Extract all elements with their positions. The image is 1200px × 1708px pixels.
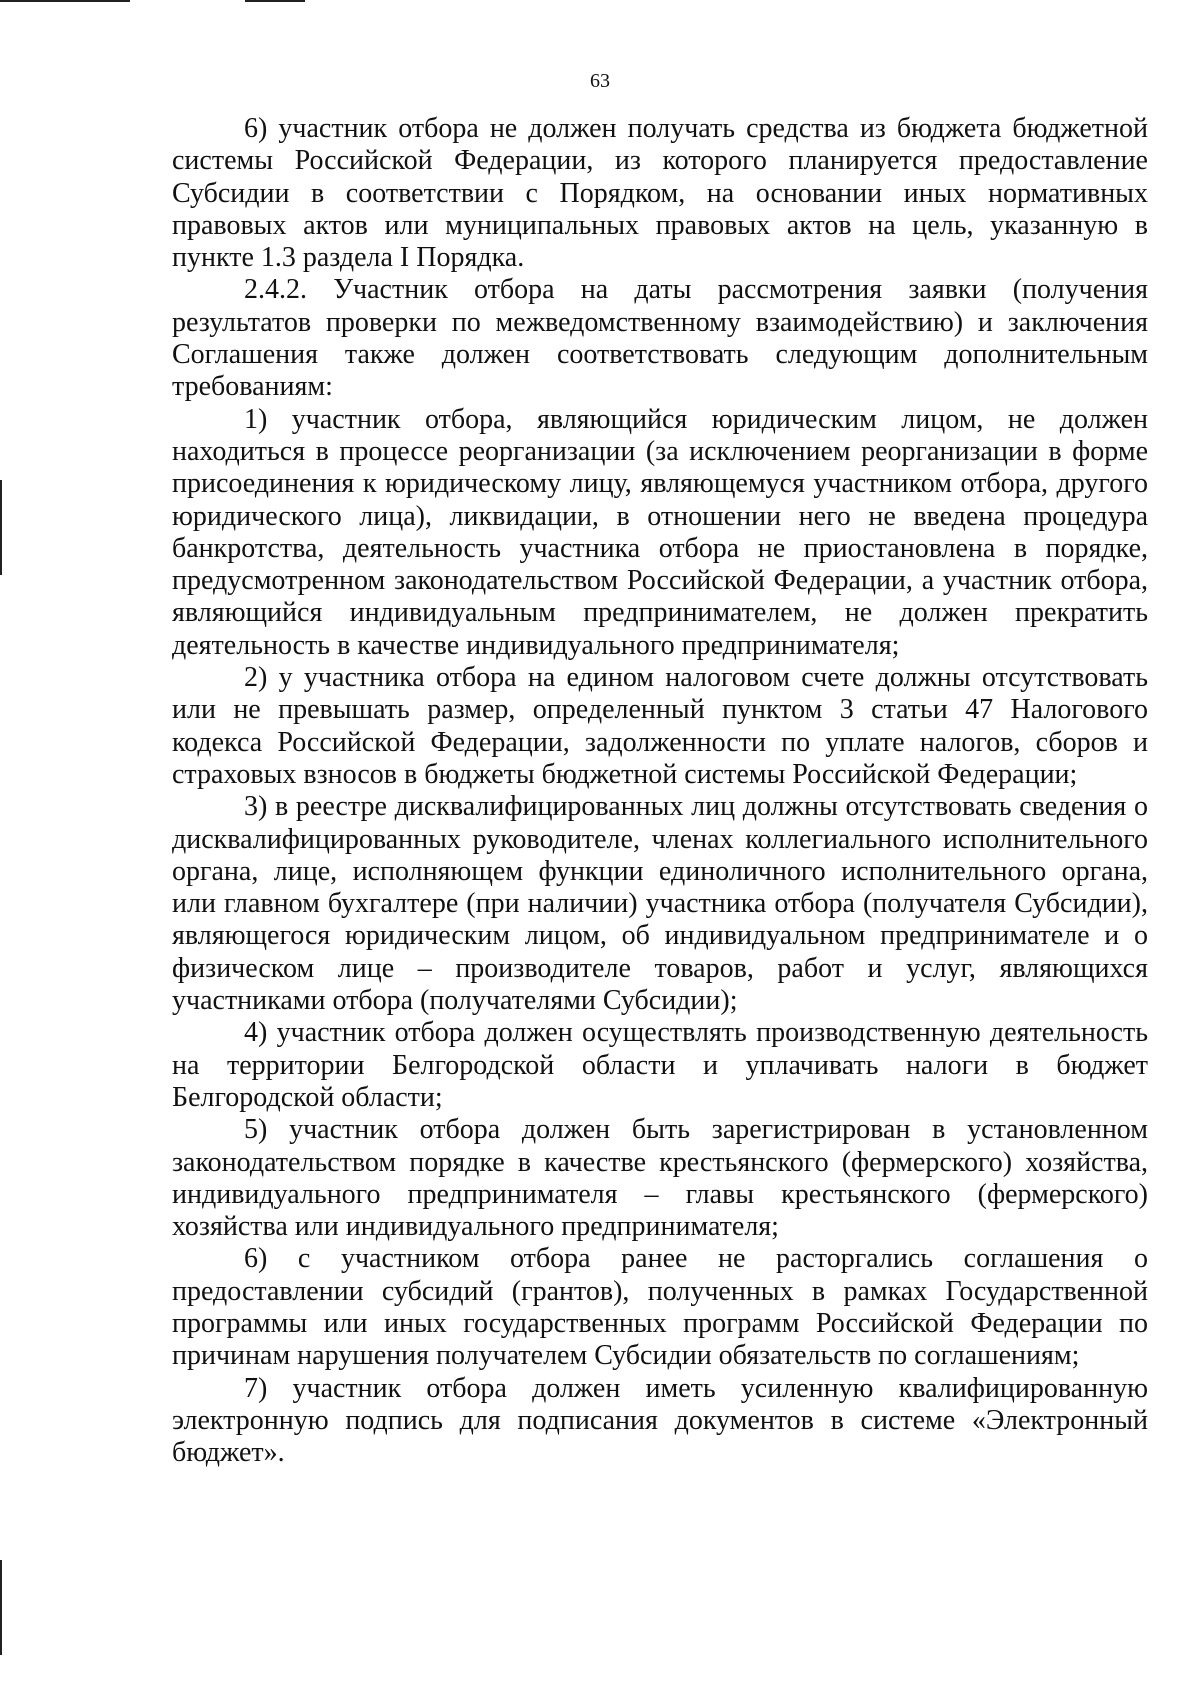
scan-edge-line-left-2 bbox=[0, 1560, 2, 1655]
scan-edge-line-top bbox=[0, 0, 130, 2]
paragraph-item-6: 6) участник отбора не должен получать средства из бюджета бюджетной системы Российской Федерации, из которого планируется предоставление Субсидии в соответствии с Порядком, на основании иных нормативных правовых актов или муниципальных правовых актов на цель, указанную в пункте 1.3 раздела I Порядка. bbox=[172, 113, 1148, 274]
scan-edge-line-top-2 bbox=[245, 0, 305, 2]
paragraph-requirement-7: 7) участник отбора должен иметь усиленную квалифицированную электронную подпись для подписания документов в системе «Электронный бюджет». bbox=[172, 1372, 1148, 1469]
paragraph-requirement-3: 3) в реестре дисквалифицированных лиц должны отсутствовать сведения о дисквалифицированных руководителе, членах коллегиального исполнительного органа, лице, исполняющем функции единоличного исполнительного органа, или главном бухгалтере (при наличии) участника отбора (получателя Субсидии), являющегося юридическим лицом, об индивидуальном предпринимателе и о физическом лице – производителе товаров, работ и услуг, являющихся участниками отбора (получателями Субсидии); bbox=[172, 791, 1148, 1017]
paragraph-requirement-2: 2) у участника отбора на едином налоговом счете должны отсутствовать или не превышать размер, определенный пунктом 3 статьи 47 Налогового кодекса Российской Федерации, задолженности по уплате налогов, сборов и страховых взносов в бюджеты бюджетной системы Российской Федерации; bbox=[172, 662, 1148, 790]
paragraph-requirement-5: 5) участник отбора должен быть зарегистрирован в установленном законодательством порядке в качестве крестьянского (фермерского) хозяйства, индивидуального предпринимателя – главы крестьянского (фермерского) хозяйства или индивидуального предпринимателя; bbox=[172, 1114, 1148, 1243]
scan-edge-line-left-1 bbox=[0, 480, 2, 575]
paragraph-requirement-6: 6) с участником отбора ранее не расторгались соглашения о предоставлении субсидий (грантов), полученных в рамках Государственной программы или иных государственных программ Российской Федерации по причинам нарушения получателем Субсидии обязательств по соглашениям; bbox=[172, 1243, 1148, 1372]
paragraph-2-4-2: 2.4.2. Участник отбора на даты рассмотрения заявки (получения результатов проверки по межведомственному взаимодействию) и заключения Соглашения также должен соответствовать следующим дополнительным требованиям: bbox=[172, 274, 1148, 403]
document-body bbox=[172, 113, 1148, 1469]
paragraph-requirement-4: 4) участник отбора должен осуществлять производственную деятельность на территории Белгородской области и уплачивать налоги в бюджет Белгородской области; bbox=[172, 1017, 1148, 1113]
paragraph-requirement-1: 1) участник отбора, являющийся юридическим лицом, не должен находиться в процессе реорганизации (за исключением реорганизации в форме присоединения к юридическому лицу, являющемуся участником отбора, другого юридического лица), ликвидации, в отношении него не введена процедура банкротства, деятельность участника отбора не приостановлена в порядке, предусмотренном законодательством Российской Федерации, а участник отбора, являющийся индивидуальным предпринимателем, не должен прекратить деятельность в качестве индивидуального предпринимателя; bbox=[172, 403, 1148, 661]
page-number: 63 bbox=[590, 70, 610, 92]
